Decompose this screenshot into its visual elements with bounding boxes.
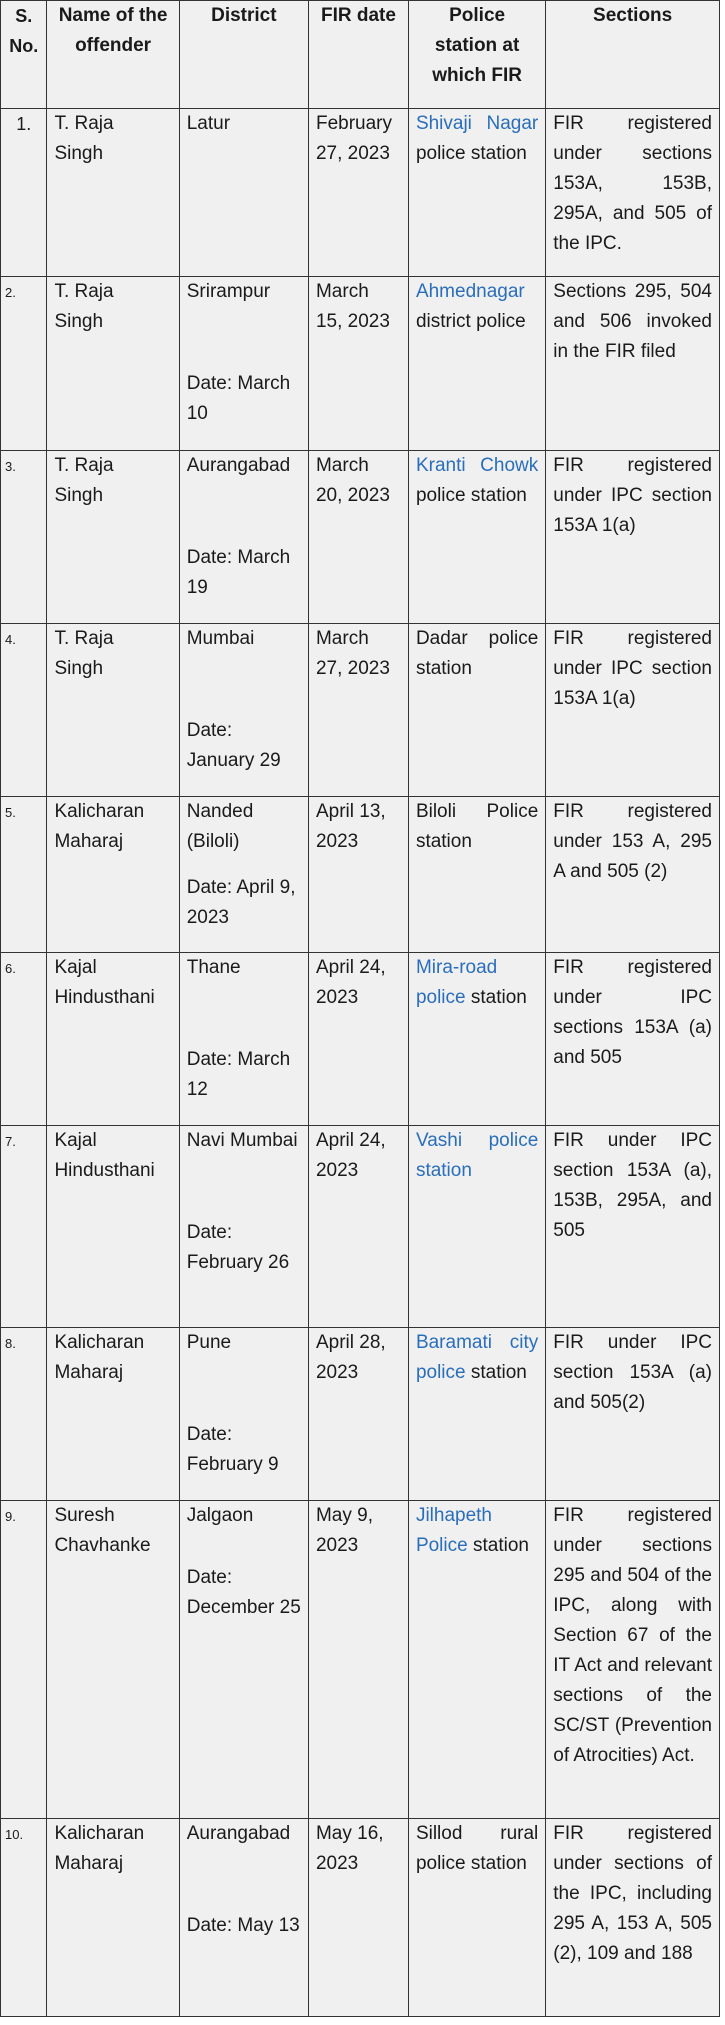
- cell-sno: 3.: [1, 451, 47, 624]
- header-sections: Sections: [546, 1, 720, 109]
- cell-district: [179, 797, 308, 953]
- police-station-text: station: [470, 987, 527, 1008]
- district-name: Pune: [186, 1332, 232, 1353]
- cell-offender: Kalicharan Maharaj: [47, 1819, 179, 2017]
- cell-offender: Kalicharan Maharaj: [47, 1328, 179, 1501]
- cell-police-station: [408, 1126, 545, 1328]
- cell-district: [179, 451, 308, 624]
- table-row: [1, 624, 720, 797]
- police-station-link[interactable]: Shivaji Nagar: [415, 113, 539, 134]
- cell-district: [179, 624, 308, 797]
- cell-sections: FIR registered under IPC section 153A 1(a): [546, 624, 720, 797]
- cell-sno: 2.: [1, 277, 47, 451]
- district-name: Srirampur: [186, 281, 271, 302]
- police-station-text: Sillod rural police station: [415, 1823, 539, 1874]
- police-station-text: Dadar police station: [415, 628, 539, 679]
- table-row: [1, 953, 720, 1126]
- cell-district: [179, 277, 308, 451]
- police-station-text: police station: [415, 485, 527, 506]
- table-row: [1, 1328, 720, 1501]
- cell-sno: 9.: [1, 1501, 47, 1819]
- cell-district: [179, 109, 308, 277]
- police-station-link[interactable]: Baramati city police: [415, 1332, 539, 1383]
- district-name: Thane: [186, 957, 241, 978]
- police-station-text: station: [470, 1362, 527, 1383]
- cell-fir-date: May 16, 2023: [308, 1819, 408, 2017]
- cell-offender: T. Raja Singh: [47, 451, 179, 624]
- header-fir-date: FIR date: [308, 1, 408, 109]
- cell-police-station: [408, 277, 545, 451]
- cell-offender: Kajal Hindusthani: [47, 1126, 179, 1328]
- header-row: [1, 1, 720, 109]
- cell-district: [179, 1819, 308, 2017]
- table-row: [1, 277, 720, 451]
- cell-police-station: [408, 953, 545, 1126]
- cell-offender: T. Raja Singh: [47, 109, 179, 277]
- cell-police-station: [408, 451, 545, 624]
- police-station-link[interactable]: Vashi police station: [415, 1130, 539, 1181]
- cell-sno: 7.: [1, 1126, 47, 1328]
- cell-district: [179, 1328, 308, 1501]
- district-date: Date: March 12: [186, 1049, 291, 1100]
- cell-sno: 4.: [1, 624, 47, 797]
- cell-fir-date: March 20, 2023: [308, 451, 408, 624]
- cell-fir-date: April 24, 2023: [308, 953, 408, 1126]
- district-name: Jalgaon: [186, 1505, 254, 1526]
- cell-offender: T. Raja Singh: [47, 624, 179, 797]
- district-date: Date: March 19: [186, 547, 291, 598]
- police-station-text: police station: [415, 143, 527, 164]
- district-name: Aurangabad: [186, 1823, 291, 1844]
- district-name: Latur: [186, 113, 231, 134]
- cell-fir-date: February 27, 2023: [308, 109, 408, 277]
- police-station-link[interactable]: Jilhapeth Police: [415, 1505, 492, 1556]
- cell-sections: FIR registered under sections 295 and 504 of the IPC, along with Section 67 of the IT Act and relevant sections of the SC/ST (Prevention of Atrocities) Act.: [546, 1501, 720, 1819]
- district-date: Date: March 10: [186, 373, 291, 424]
- table-row: [1, 109, 720, 277]
- district-name: Navi Mumbai: [186, 1130, 298, 1151]
- cell-district: [179, 1501, 308, 1819]
- cell-sections: FIR registered under sections 153A, 153B, 295A, and 505 of the IPC.: [546, 109, 720, 277]
- cell-offender: Kalicharan Maharaj: [47, 797, 179, 953]
- table-row: [1, 797, 720, 953]
- cell-fir-date: April 13, 2023: [308, 797, 408, 953]
- header-district: District: [179, 1, 308, 109]
- district-name: Aurangabad: [186, 455, 291, 476]
- district-date: Date: April 9, 2023: [186, 877, 296, 928]
- cell-sections: FIR registered under IPC section 153A 1(a): [546, 451, 720, 624]
- cell-sections: Sections 295, 504 and 506 invoked in the FIR filed: [546, 277, 720, 451]
- cell-sno: 1.: [1, 109, 47, 277]
- cell-police-station: [408, 797, 545, 953]
- cell-sections: FIR registered under sections of the IPC, including 295 A, 153 A, 505 (2), 109 and 188: [546, 1819, 720, 2017]
- cell-district: [179, 1126, 308, 1328]
- district-name: Nanded (Biloli): [186, 801, 254, 852]
- cell-sno: 10.: [1, 1819, 47, 2017]
- police-station-text: district police: [415, 311, 526, 332]
- cell-sections: FIR under IPC section 153A (a) and 505(2): [546, 1328, 720, 1501]
- cell-police-station: [408, 109, 545, 277]
- police-station-text: Biloli Police station: [415, 801, 539, 852]
- cell-police-station: [408, 624, 545, 797]
- police-station-text: station: [472, 1535, 529, 1556]
- cell-fir-date: March 27, 2023: [308, 624, 408, 797]
- cell-fir-date: April 24, 2023: [308, 1126, 408, 1328]
- table-row: [1, 1819, 720, 2017]
- district-name: Mumbai: [186, 628, 255, 649]
- police-station-link[interactable]: Ahmednagar: [415, 281, 525, 302]
- table-row: [1, 1126, 720, 1328]
- table-row: [1, 1501, 720, 1819]
- header-sno: S. No.: [1, 1, 47, 109]
- district-date: Date: February 26: [186, 1222, 290, 1273]
- district-date: Date: February 9: [186, 1424, 279, 1475]
- header-police-station: Police station at which FIR: [408, 1, 545, 109]
- cell-offender: T. Raja Singh: [47, 277, 179, 451]
- cell-sections: FIR registered under 153 A, 295 A and 505 (2): [546, 797, 720, 953]
- cell-sno: 5.: [1, 797, 47, 953]
- cell-offender: Suresh Chavhanke: [47, 1501, 179, 1819]
- police-station-link[interactable]: Mira-road police: [415, 957, 498, 1008]
- header-offender: Name of the offender: [47, 1, 179, 109]
- cell-district: [179, 953, 308, 1126]
- cell-police-station: [408, 1819, 545, 2017]
- district-date: Date: May 13: [186, 1915, 300, 1936]
- cell-sno: 8.: [1, 1328, 47, 1501]
- cell-offender: Kajal Hindusthani: [47, 953, 179, 1126]
- cell-police-station: [408, 1501, 545, 1819]
- cell-sections: FIR registered under IPC sections 153A (a) and 505: [546, 953, 720, 1126]
- cell-fir-date: May 9, 2023: [308, 1501, 408, 1819]
- table-row: [1, 451, 720, 624]
- cell-fir-date: March 15, 2023: [308, 277, 408, 451]
- cell-sections: FIR under IPC section 153A (a), 153B, 295A, and 505: [546, 1126, 720, 1328]
- district-date: Date: January 29: [186, 720, 281, 771]
- cell-sno: 6.: [1, 953, 47, 1126]
- cell-fir-date: April 28, 2023: [308, 1328, 408, 1501]
- cell-police-station: [408, 1328, 545, 1501]
- police-station-link[interactable]: Kranti Chowk: [415, 455, 539, 476]
- district-date: Date: December 25: [186, 1567, 301, 1618]
